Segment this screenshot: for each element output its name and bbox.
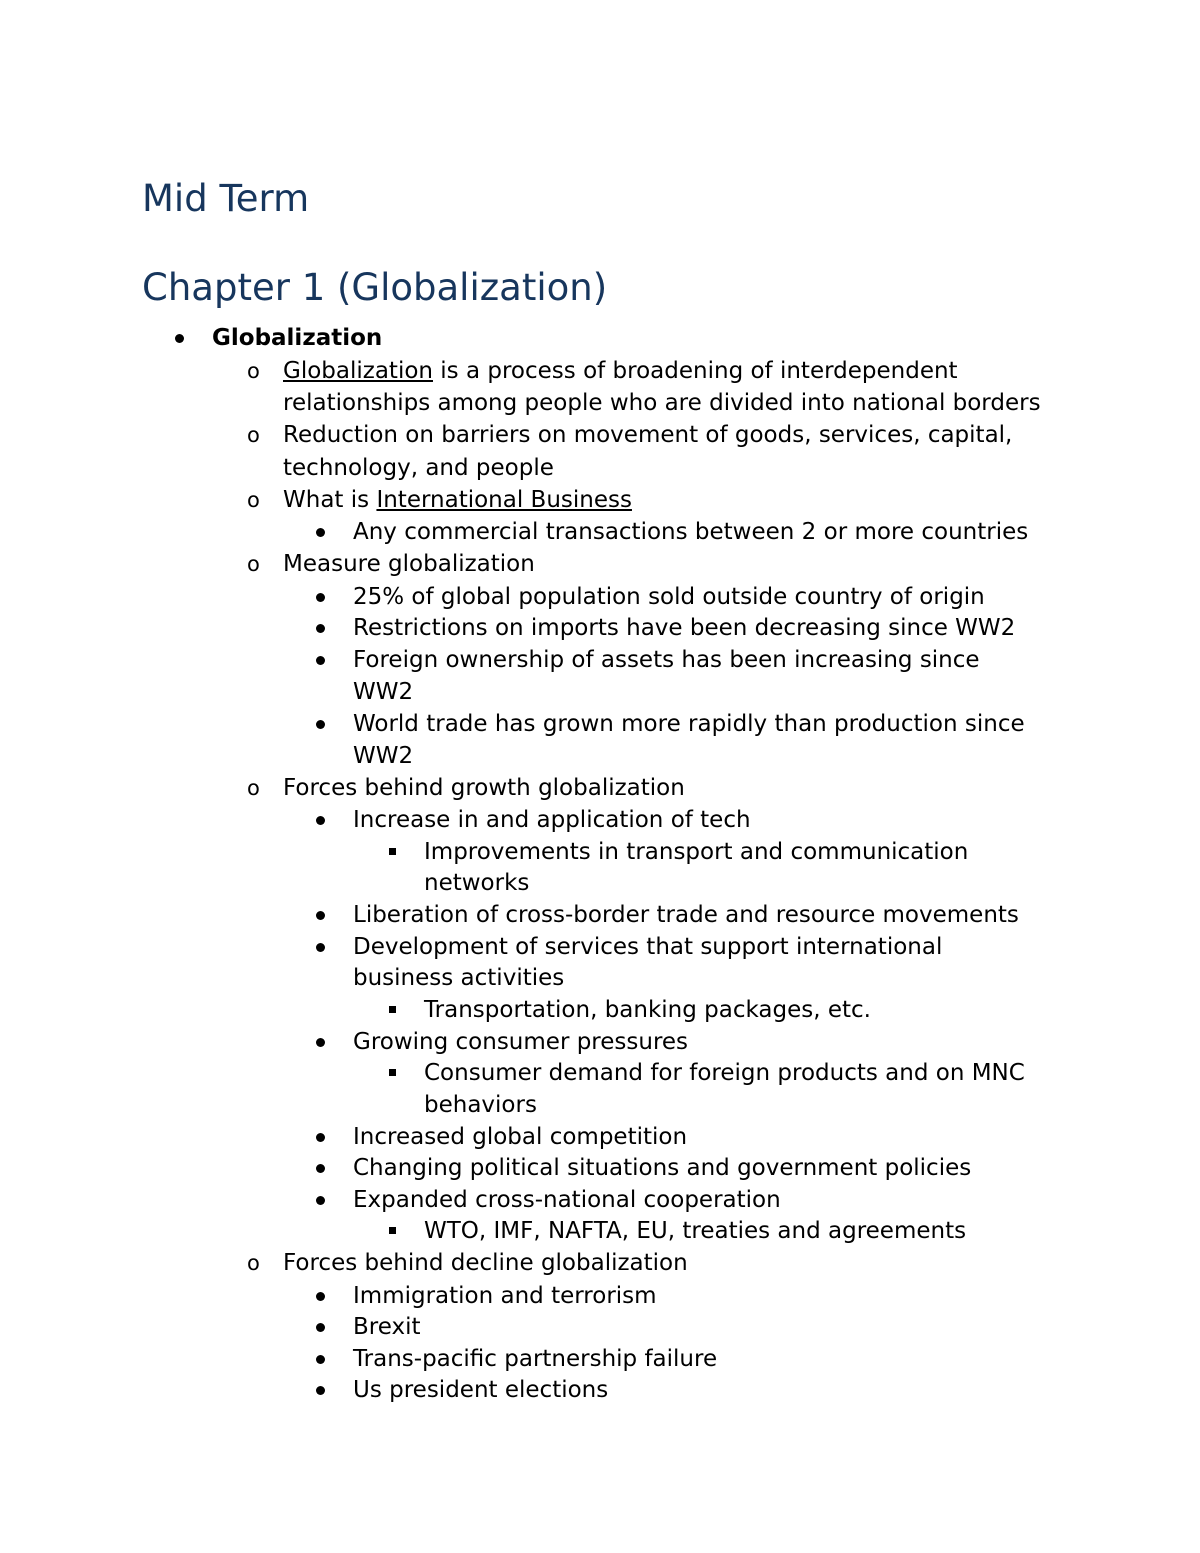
list-item: Increased global competition (353, 1124, 688, 1150)
list-item: Forces behind growth globalization (283, 775, 685, 801)
bullet-disc (316, 720, 325, 729)
bullet-circle: o (247, 359, 260, 383)
bullet-circle: o (247, 1251, 260, 1275)
list-item: Expanded cross-national cooperation (353, 1187, 781, 1213)
definition-line (283, 356, 958, 386)
bullet-disc (316, 624, 325, 633)
definition-term: Globalization (283, 358, 433, 384)
bullet-square (389, 1227, 396, 1234)
list-item: Us president elections (353, 1377, 609, 1403)
list-item: Growing consumer pressures (353, 1029, 689, 1055)
list-item: Reduction on barriers on movement of goods, services, capital, (283, 422, 1013, 448)
definition-text: is a process of broadening of interdependent (432, 358, 958, 384)
list-item: Any commercial transactions between 2 or more countries (353, 519, 1029, 545)
topic-heading: Globalization (212, 325, 383, 351)
bullet-disc (316, 593, 325, 602)
ib-term: International Business (376, 487, 632, 513)
list-item: Measure globalization (283, 551, 535, 577)
ib-prefix: What is (283, 487, 377, 513)
bullet-disc (316, 1038, 325, 1047)
chapter-heading: Chapter 1 (Globalization) (142, 266, 608, 309)
bullet-square (389, 1006, 396, 1013)
bullet-circle: o (247, 776, 260, 800)
document-title: Mid Term (142, 177, 310, 220)
bullet-circle: o (247, 488, 260, 512)
list-item-continuation: networks (424, 870, 530, 896)
list-item: WTO, IMF, NAFTA, EU, treaties and agreements (424, 1218, 967, 1244)
list-item: Immigration and terrorism (353, 1283, 657, 1309)
list-item-continuation: behaviors (424, 1092, 537, 1118)
bullet-disc (316, 1386, 325, 1395)
bullet-circle: o (247, 423, 260, 447)
definition-continuation: relationships among people who are divided into national borders (283, 390, 1041, 416)
list-item: Foreign ownership of assets has been increasing since (353, 647, 980, 673)
bullet-disc (316, 943, 325, 952)
list-item: Transportation, banking packages, etc. (424, 997, 871, 1023)
bullet-square (389, 848, 396, 855)
list-item: 25% of global population sold outside country of origin (353, 584, 985, 610)
list-item: Development of services that support international (353, 934, 943, 960)
bullet-disc (316, 528, 325, 537)
list-item: Changing political situations and government policies (353, 1155, 972, 1181)
bullet-disc (316, 656, 325, 665)
ib-question (283, 485, 632, 515)
list-item-continuation: WW2 (353, 679, 414, 705)
list-item: World trade has grown more rapidly than production since (353, 711, 1025, 737)
list-item: Forces behind decline globalization (283, 1250, 688, 1276)
list-item: Brexit (353, 1314, 421, 1340)
bullet-disc (316, 1164, 325, 1173)
bullet-disc (316, 816, 325, 825)
list-item-continuation: WW2 (353, 743, 414, 769)
bullet-disc (316, 1355, 325, 1364)
bullet-disc (316, 1196, 325, 1205)
bullet-disc (316, 1323, 325, 1332)
bullet-disc (175, 334, 184, 343)
bullet-circle: o (247, 552, 260, 576)
list-item: Restrictions on imports have been decreasing since WW2 (353, 615, 1016, 641)
bullet-disc (316, 1292, 325, 1301)
list-item: Liberation of cross-border trade and resource movements (353, 902, 1019, 928)
list-item: Trans-pacific partnership failure (353, 1346, 718, 1372)
list-item: Consumer demand for foreign products and on MNC (424, 1060, 1025, 1086)
list-item-continuation: business activities (353, 965, 565, 991)
list-item-continuation: technology, and people (283, 455, 554, 481)
bullet-square (389, 1069, 396, 1076)
list-item: Improvements in transport and communication (424, 839, 969, 865)
bullet-disc (316, 911, 325, 920)
list-item: Increase in and application of tech (353, 807, 751, 833)
bullet-disc (316, 1133, 325, 1142)
